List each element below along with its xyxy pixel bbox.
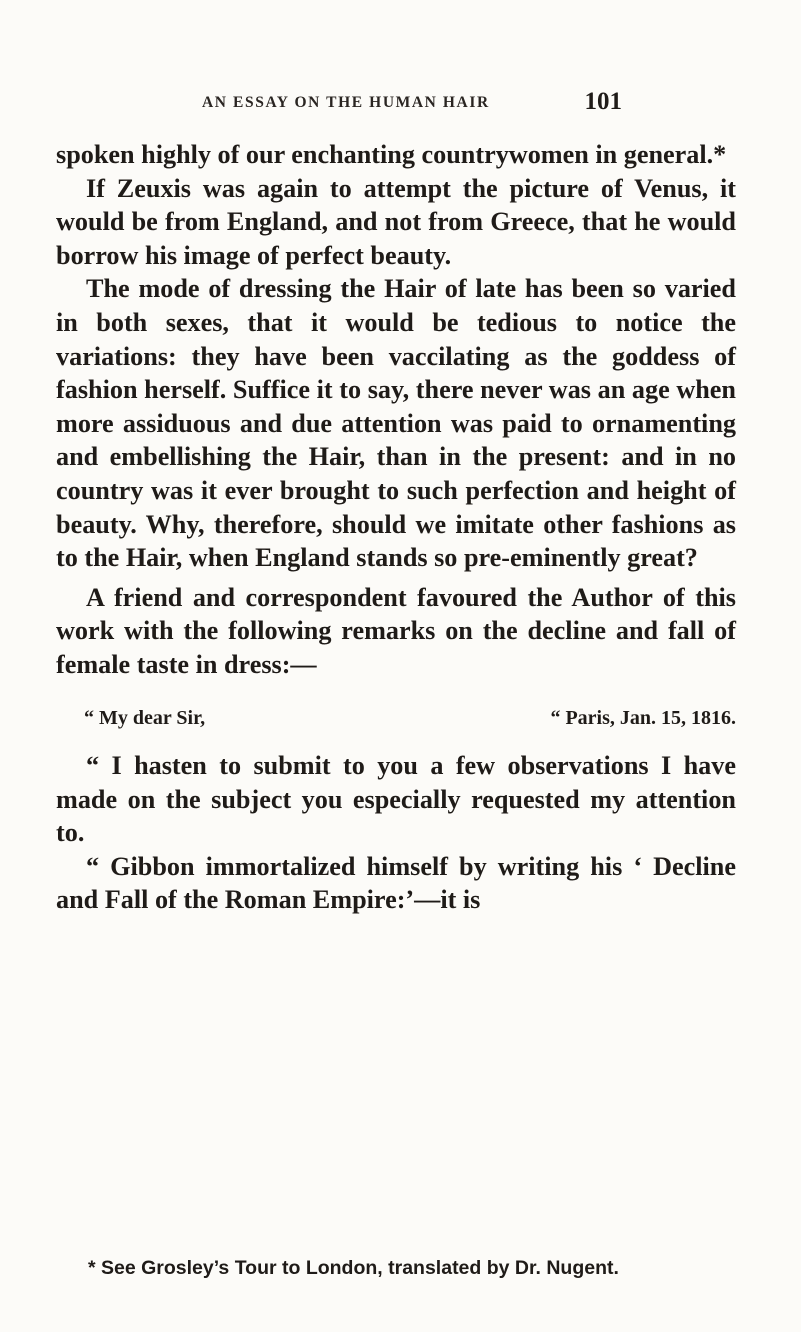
paragraph-1: spoken highly of our enchanting countrywomen in general.* — [56, 140, 727, 169]
paragraph-5: “ I hasten to submit to you a few observations I have made on the subject you especially requested my attention to. — [56, 751, 736, 848]
letter-heading — [56, 702, 736, 736]
paragraph-2: If Zeuxis was again to attempt the picture of Venus, it would be from England, and not from Greece, that he would borrow his image of perfect beauty. — [56, 173, 736, 270]
paragraph-6: “ Gibbon immortalized himself by writing his ‘ Decline and Fall of the Roman Empire:’—it is — [56, 851, 736, 915]
letter-dateline: “ Paris, Jan. 15, 1816. — [550, 706, 736, 729]
running-head — [202, 86, 630, 115]
letter-salutation: “ My dear Sir, — [84, 706, 206, 729]
running-title: AN ESSAY ON THE HUMAN HAIR — [202, 94, 490, 111]
paragraph-3: The mode of dressing the Hair of late has been so varied in both sexes, that it would be tedious to notice the variations: they have been vaccilating as the goddess of fashion herself. Suffice it to say, there never was an age when more assiduous and due attention was paid to ornamenting and embellishing the Hair, than in the present: and in no country was it ever brought to such perfection and height of beauty. Why, therefore, should we imitate other fashions as to the Hair, when England stands so pre-eminently great? — [56, 274, 736, 573]
body-text — [56, 138, 736, 917]
page-number: 101 — [584, 88, 622, 115]
paragraph-4: A friend and correspondent favoured the Author of this work with the following remarks on the decline and fall of female taste in dress:— — [56, 582, 736, 679]
footnote: * See Grosley’s Tour to London, translated by Dr. Nugent. — [88, 1257, 619, 1279]
